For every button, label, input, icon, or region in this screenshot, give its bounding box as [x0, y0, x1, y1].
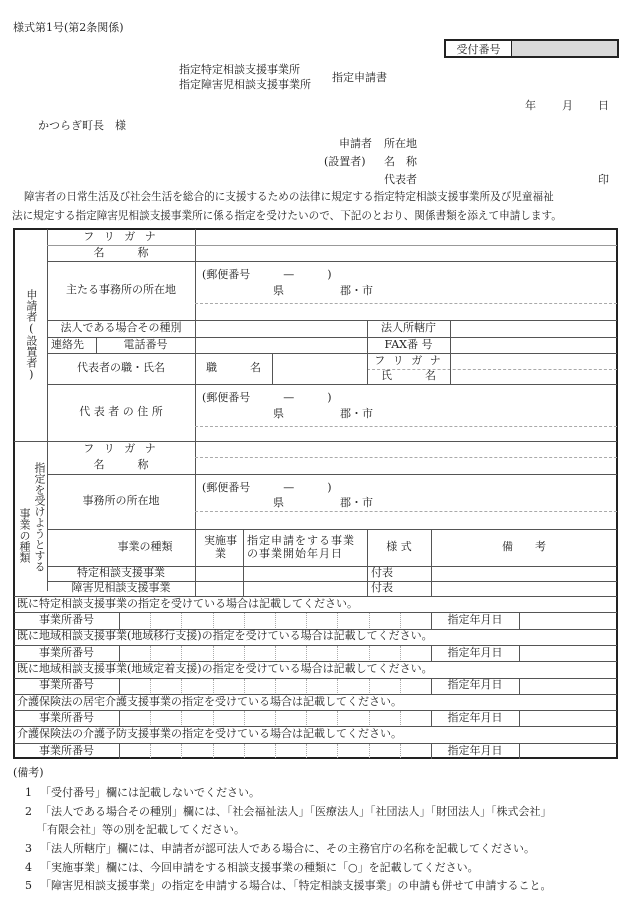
office-number-digit-cell[interactable]	[150, 678, 181, 694]
office-number-digit-cell[interactable]	[119, 645, 150, 661]
office-number-digit-cell[interactable]	[337, 710, 368, 726]
remark-text: 「実施事業」欄には、今回申請をする相談支援事業の種類に「○」を記載してください。	[40, 861, 479, 874]
office-number-digit-cell[interactable]	[181, 743, 212, 759]
designation-date-field[interactable]	[519, 645, 617, 661]
title-line2: 指定障害児相談支援事業所	[179, 78, 311, 91]
label-office-number: 事業所番号	[39, 613, 94, 627]
office-number-digit-cell[interactable]	[400, 645, 431, 661]
col-implemented: 実施事業	[204, 533, 237, 560]
remark-num: 4	[25, 861, 32, 874]
job-title-field[interactable]	[272, 353, 367, 384]
main-office-city: 郡・市	[340, 284, 373, 297]
office-number-digit-cell[interactable]	[181, 612, 212, 628]
label-rep-name: 氏 名	[381, 369, 436, 383]
receipt-number-field[interactable]	[512, 41, 617, 56]
business-row-start-date[interactable]	[243, 566, 367, 581]
label-name: 名 称	[93, 245, 149, 259]
office-number-digit-cell[interactable]	[275, 710, 306, 726]
name-label: 名 称	[384, 155, 417, 168]
office-number-digit-cell[interactable]	[150, 743, 181, 759]
office-number-digit-cell[interactable]	[306, 678, 337, 694]
office-number-digit-cell[interactable]	[337, 743, 368, 759]
designation-date-field[interactable]	[519, 710, 617, 726]
office-number-digit-cell[interactable]	[244, 612, 275, 628]
office-number-digit-cell[interactable]	[119, 678, 150, 694]
addressee: かつらぎ町長 様	[38, 119, 126, 132]
business-name-field[interactable]	[195, 457, 617, 474]
col-remarks: 備 考	[502, 540, 546, 554]
office-number-digit-cell[interactable]	[244, 645, 275, 661]
representative-label: 代表者	[384, 173, 417, 186]
designation-date-field[interactable]	[519, 678, 617, 694]
label-designation-date: 指定年月日	[447, 743, 503, 757]
intro-line1: 障害者の日常生活及び社会生活を総合的に支援するための法律に規定する指定特定相談支援事業所及び児童福祉	[24, 191, 554, 203]
business-row-type: 特定相談支援事業	[77, 566, 165, 580]
col-form: 様 式	[386, 540, 412, 554]
office-number-digit-cell[interactable]	[213, 743, 244, 759]
remark-text-cont: 「有限会社」等の別を記載してください。	[36, 823, 245, 836]
business-row-form: 付表	[371, 566, 393, 580]
address-label: 所在地	[384, 137, 417, 150]
business-side-label-col1: 事業の種類	[18, 508, 31, 563]
rep-city: 郡・市	[340, 407, 373, 420]
label-office-number: 事業所番号	[39, 678, 94, 692]
office-number-digit-cell[interactable]	[181, 710, 212, 726]
office-number-digit-cell[interactable]	[119, 743, 150, 759]
remark-text: 「受付番号」欄には記載しないでください。	[40, 786, 260, 799]
main-office-postal[interactable]: (郵便番号 — )	[202, 268, 332, 281]
business-row-type: 障害児相談支援事業	[71, 581, 171, 595]
designation-note: 既に地域相談支援事業(地域定着支援)の指定を受けている場合は記載してください。	[17, 662, 433, 676]
office-number-digit-cell[interactable]	[337, 612, 368, 628]
business-row-start-date[interactable]	[243, 581, 367, 596]
business-side-label	[14, 442, 47, 596]
applicant-side-label: 申請者(設置者)	[24, 289, 38, 381]
col-business-type: 事業の種類	[117, 540, 173, 554]
business-pref: 県	[273, 496, 284, 509]
seal-label: 印	[598, 173, 609, 186]
remark-num: 3	[25, 842, 32, 855]
receipt-box	[444, 39, 619, 58]
office-number-digit-cell[interactable]	[150, 710, 181, 726]
office-number-digit-cell[interactable]	[213, 678, 244, 694]
office-number-digit-cell[interactable]	[306, 710, 337, 726]
fax-field[interactable]	[450, 337, 617, 353]
designation-note: 既に地域相談支援事業(地域移行支援)の指定を受けている場合は記載してください。	[17, 629, 433, 643]
corp-type-field[interactable]	[195, 320, 367, 337]
business-side-label-col2: 指定を受けようとする	[33, 462, 46, 572]
title-suffix: 指定申請書	[332, 71, 387, 84]
establisher-label: (設置者)	[324, 155, 366, 168]
office-number-digit-cell[interactable]	[181, 678, 212, 694]
label-office-number: 事業所番号	[39, 710, 94, 724]
business-row-implemented[interactable]	[195, 581, 243, 596]
business-postal[interactable]: (郵便番号 — )	[202, 481, 332, 494]
furigana-field[interactable]	[195, 229, 617, 245]
office-number-digit-cell[interactable]	[275, 645, 306, 661]
office-number-digit-cell[interactable]	[369, 612, 400, 628]
designation-note: 介護保険法の介護予防支援事業の指定を受けている場合は記載してください。	[17, 727, 402, 741]
business-row-form: 付表	[371, 581, 393, 595]
label-office-number: 事業所番号	[39, 645, 94, 659]
label-phone: 電話番号	[123, 337, 168, 351]
office-number-digit-cell[interactable]	[213, 710, 244, 726]
remark-text: 「法人所轄庁」欄には、申請者が認可法人である場合に、その主務官庁の名称を記載してください。	[40, 842, 535, 855]
office-number-digit-cell[interactable]	[213, 645, 244, 661]
office-number-digit-cell[interactable]	[400, 612, 431, 628]
date-month: 月	[562, 99, 573, 112]
label-business-furigana: フ リ ガ ナ	[83, 441, 159, 455]
office-number-digit-cell[interactable]	[369, 710, 400, 726]
label-rep-title-name: 代表者の職・氏名	[77, 361, 165, 375]
main-office-pref: 県	[273, 284, 284, 297]
office-number-digit-cell[interactable]	[150, 645, 181, 661]
title-line1: 指定特定相談支援事業所	[179, 63, 300, 76]
office-number-digit-cell[interactable]	[275, 678, 306, 694]
remarks-heading: (備考)	[13, 766, 44, 779]
office-number-digit-cell[interactable]	[306, 743, 337, 759]
label-designation-date: 指定年月日	[447, 678, 503, 692]
office-number-digit-cell[interactable]	[119, 612, 150, 628]
office-number-digit-cell[interactable]	[369, 743, 400, 759]
office-number-digit-cell[interactable]	[275, 743, 306, 759]
intro-line2: 法に規定する指定障害児相談支援事業所に係る指定を受けたいので、下記のとおり、関係書類を添えて申請します。	[12, 210, 562, 222]
corp-authority-field[interactable]	[450, 320, 617, 337]
label-designation-date: 指定年月日	[447, 613, 503, 627]
office-number-digit-cell[interactable]	[369, 645, 400, 661]
label-rep-address: 代 表 者 の 住 所	[79, 405, 163, 419]
remark-text: 「障害児相談支援事業」の指定を申請する場合は、「特定相談支援事業」の申請も併せて申請すること。	[40, 879, 552, 892]
label-fax: FAX番 号	[384, 337, 433, 351]
office-number-digit-cell[interactable]	[244, 710, 275, 726]
office-number-digit-cell[interactable]	[400, 678, 431, 694]
office-number-digit-cell[interactable]	[337, 678, 368, 694]
label-rep-furigana: フ リ ガ ナ	[374, 353, 443, 367]
office-number-digit-cell[interactable]	[337, 645, 368, 661]
col-start-date: 指定申請をする事業の事業開始年月日	[247, 533, 355, 560]
remark-num: 1	[25, 786, 32, 799]
date-year: 年	[525, 99, 536, 112]
office-number-digit-cell[interactable]	[119, 710, 150, 726]
label-designation-date: 指定年月日	[447, 710, 503, 724]
office-number-digit-cell[interactable]	[244, 743, 275, 759]
business-furigana-field[interactable]	[195, 441, 617, 457]
rep-name-field[interactable]	[450, 369, 617, 384]
business-row-remarks[interactable]	[431, 581, 617, 596]
office-number-digit-cell[interactable]	[400, 743, 431, 759]
applicant-label: 申請者	[339, 137, 372, 150]
designation-note: 既に特定相談支援事業の指定を受けている場合は記載してください。	[17, 596, 358, 610]
label-furigana: フ リ ガ ナ	[83, 229, 159, 243]
phone-field[interactable]	[195, 337, 367, 353]
label-business-name: 名 称	[93, 458, 149, 472]
office-number-digit-cell[interactable]	[306, 645, 337, 661]
designation-date-field[interactable]	[519, 612, 617, 628]
label-corp-type: 法人である場合その種別	[60, 321, 182, 335]
designation-note: 介護保険法の居宅介護支援事業の指定を受けている場合は記載してください。	[17, 694, 402, 708]
office-number-digit-cell[interactable]	[244, 678, 275, 694]
business-address-field[interactable]	[195, 511, 617, 529]
office-number-digit-cell[interactable]	[150, 612, 181, 628]
main-office-address-field[interactable]	[195, 303, 617, 320]
rep-furigana-field[interactable]	[450, 353, 617, 369]
name-field[interactable]	[195, 245, 617, 261]
office-number-digit-cell[interactable]	[181, 645, 212, 661]
label-job-title: 職 名	[206, 361, 261, 375]
office-number-digit-cell[interactable]	[400, 710, 431, 726]
date-day: 日	[598, 99, 609, 112]
label-designation-date: 指定年月日	[447, 645, 503, 659]
form-number: 様式第1号(第2条関係)	[13, 21, 124, 34]
rep-postal[interactable]: (郵便番号 — )	[202, 391, 332, 404]
remark-text: 「法人である場合その種別」欄には、「社会福祉法人」「医療法人」「社団法人」「財団法人」「株式会社」	[40, 805, 552, 818]
label-contact: 連絡先	[51, 337, 84, 351]
business-city: 郡・市	[340, 496, 373, 509]
label-office-number: 事業所番号	[39, 743, 94, 757]
remark-num: 5	[25, 879, 32, 892]
label-business-office: 事務所の所在地	[82, 494, 160, 508]
business-row-remarks[interactable]	[431, 566, 617, 581]
office-number-digit-cell[interactable]	[369, 678, 400, 694]
label-main-office: 主たる事務所の所在地	[66, 283, 176, 297]
remark-num: 2	[25, 805, 32, 818]
rep-pref: 県	[273, 407, 284, 420]
label-corp-authority: 法人所轄庁	[381, 321, 436, 335]
office-number-digit-cell[interactable]	[306, 612, 337, 628]
designation-date-field[interactable]	[519, 743, 617, 759]
office-number-digit-cell[interactable]	[213, 612, 244, 628]
office-number-digit-cell[interactable]	[275, 612, 306, 628]
rep-address-field[interactable]	[195, 426, 617, 441]
business-row-implemented[interactable]	[195, 566, 243, 581]
receipt-label: 受付番号	[446, 41, 512, 56]
